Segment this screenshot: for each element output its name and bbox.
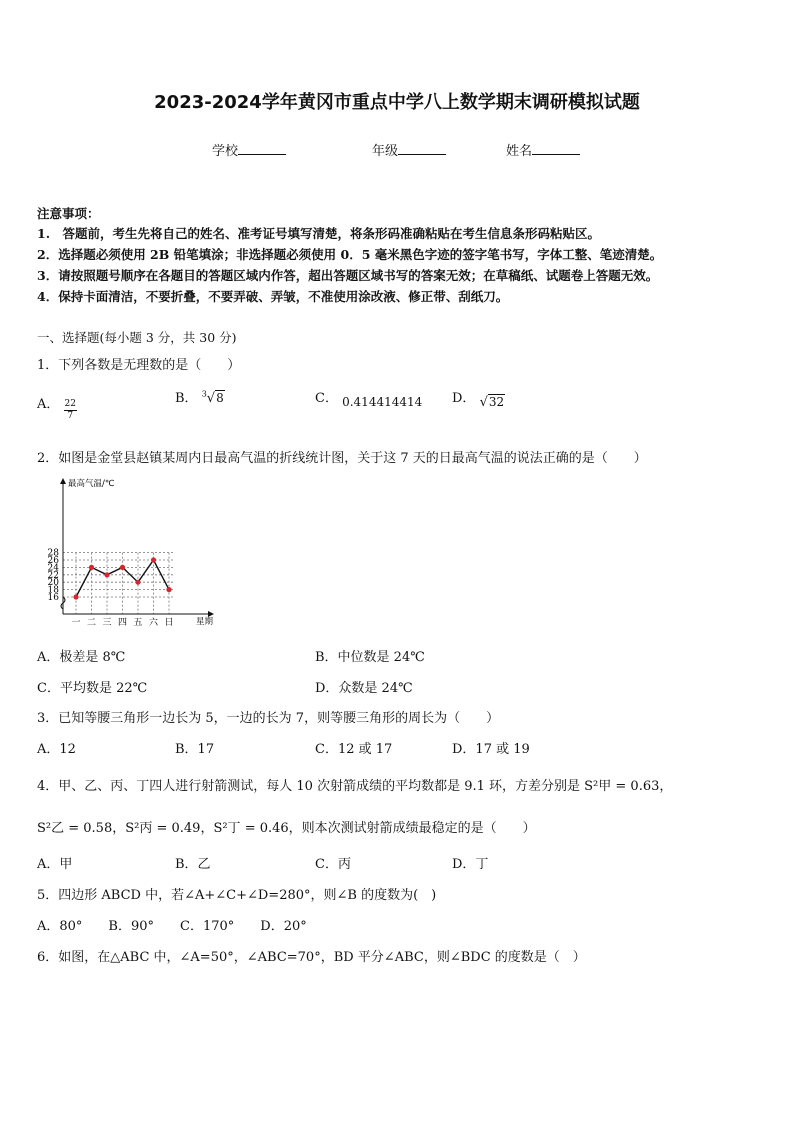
data-point — [135, 580, 140, 585]
x-tick-label: 五 — [133, 618, 143, 628]
q3-option-b: B．17 — [175, 742, 215, 757]
name-label: 姓名 — [506, 144, 533, 159]
option-label: A． — [37, 397, 60, 412]
x-tick-label: 三 — [102, 618, 112, 628]
x-tick-label: 六 — [148, 618, 159, 628]
school-blank[interactable] — [238, 142, 286, 155]
data-point — [166, 587, 171, 592]
data-point — [151, 557, 156, 562]
q4-option-a: A．甲 — [37, 857, 73, 872]
radical-icon: √ — [206, 391, 216, 406]
note-item: 1. 答题前，考生先将自己的姓名、准考证号填写清楚，将条形码准确粘贴在考生信息条形码粘贴区。 — [37, 226, 601, 241]
option-label: B． — [175, 391, 198, 406]
y-tick-label: 24 — [47, 563, 59, 574]
grade-blank[interactable] — [398, 142, 446, 155]
q2-option-c: C．平均数是 22℃ — [37, 681, 148, 696]
x-tick-labels — [71, 617, 173, 628]
chart-grid — [63, 553, 174, 614]
data-point — [73, 594, 78, 599]
question-5: 5．四边形 ABCD 中，若∠A+∠C+∠D=280°，则∠B 的度数为( ) — [37, 888, 437, 903]
q3-option-a: A．12 — [37, 742, 76, 757]
x-tick-label: 二 — [86, 618, 97, 628]
q1-option-c — [315, 387, 423, 409]
grade-field — [372, 140, 446, 159]
q3-option-c: C．12 或 17 — [315, 742, 393, 757]
y-tick-label: 26 — [47, 556, 59, 566]
note-item: 2．选择题必须使用 2B 铅笔填涂；非选择题必须使用 0．5 毫米黑色字迹的签字笔书写，字体工整、笔迹清楚。 — [37, 247, 663, 262]
chart-axes — [60, 478, 214, 617]
denominator: 7 — [67, 411, 74, 421]
school-field — [212, 140, 286, 159]
x-axis-label: 星期 — [196, 617, 214, 627]
q2-option-a: A．极差是 8℃ — [37, 650, 126, 665]
root-index: 3 — [201, 389, 207, 399]
q2-option-b: B．中位数是 24℃ — [315, 650, 425, 665]
q2-option-d: D．众数是 24℃ — [315, 681, 413, 696]
data-point — [120, 565, 125, 570]
q4-option-b: B．乙 — [175, 857, 211, 872]
q1-option-d — [452, 387, 505, 410]
x-tick-label: 一 — [71, 618, 81, 628]
radicand: 8 — [216, 391, 224, 405]
name-blank[interactable] — [532, 142, 580, 155]
y-tick-label: 16 — [47, 593, 59, 603]
school-label: 学校 — [212, 144, 239, 159]
y-axis-arrow-icon — [60, 478, 66, 484]
option-label: D． — [452, 391, 476, 406]
y-tick-label: 22 — [47, 570, 59, 581]
x-tick-label: 日 — [164, 618, 174, 628]
question-1: 1．下列各数是无理数的是（ ） — [37, 358, 241, 373]
fraction — [64, 399, 77, 422]
numerator: 22 — [64, 399, 76, 409]
notes-heading: 注意事项： — [37, 206, 100, 221]
y-tick-label: 18 — [47, 585, 59, 596]
q1-option-b — [175, 387, 225, 406]
grade-label: 年级 — [372, 144, 399, 159]
data-point — [89, 565, 94, 570]
y-axis-label: 最高气温/℃ — [68, 479, 115, 489]
note-item: 4．保持卡面清洁，不要折叠，不要弄破、弄皱，不准使用涂改液、修正带、刮纸刀。 — [37, 289, 509, 304]
q4-option-c: C．丙 — [315, 857, 351, 872]
y-tick-label: 20 — [47, 578, 59, 589]
question-3: 3．已知等腰三角形一边长为 5，一边的长为 7，则等腰三角形的周长为（ ） — [37, 711, 500, 726]
question-4-line-1: 4．甲、乙、丙、丁四人进行射箭测试，每人 10 次射箭成绩的平均数都是 9.1 环，方差分别是 S²甲 = 0.63， — [37, 779, 673, 794]
name-field — [506, 140, 580, 159]
section-title: 一、选择题(每小题 3 分，共 30 分) — [37, 330, 237, 345]
x-tick-label: 四 — [117, 618, 128, 628]
note-item: 3．请按照题号顺序在各题目的答题区域内作答，超出答题区域书写的答案无效；在草稿纸、试题卷上答题无效。 — [37, 268, 659, 283]
question-2: 2．如图是金堂县赵镇某周内日最高气温的折线统计图，关于这 7 天的日最高气温的说法正确的是（ ） — [37, 451, 647, 466]
q1-option-a — [37, 387, 77, 422]
question-4-line-2: S²乙 = 0.58，S²丙 = 0.49，S²丁 = 0.46，则本次测试射箭成绩最稳定的是（ ） — [37, 821, 536, 836]
radical-icon: √ — [479, 395, 488, 410]
decimal-value: 0.414414414 — [342, 395, 423, 409]
page-title: 2023-2024学年黄冈市重点中学八上数学期末调研模拟试题 — [154, 92, 640, 113]
y-tick-label: 28 — [47, 548, 59, 559]
q5-options: A．80° B．90° C．170° D．20° — [37, 919, 307, 934]
option-label: C． — [315, 391, 338, 406]
q3-option-d: D．17 或 19 — [452, 742, 530, 757]
radicand: 32 — [488, 395, 505, 409]
question-6: 6．如图，在△ABC 中，∠A=50°，∠ABC=70°，BD 平分∠ABC，则∠BDC 的度数是（ ） — [37, 950, 586, 965]
temperature-line-chart — [40, 474, 230, 629]
y-tick-labels — [48, 549, 60, 603]
data-point — [104, 572, 109, 577]
q4-option-d: D．丁 — [452, 857, 489, 872]
